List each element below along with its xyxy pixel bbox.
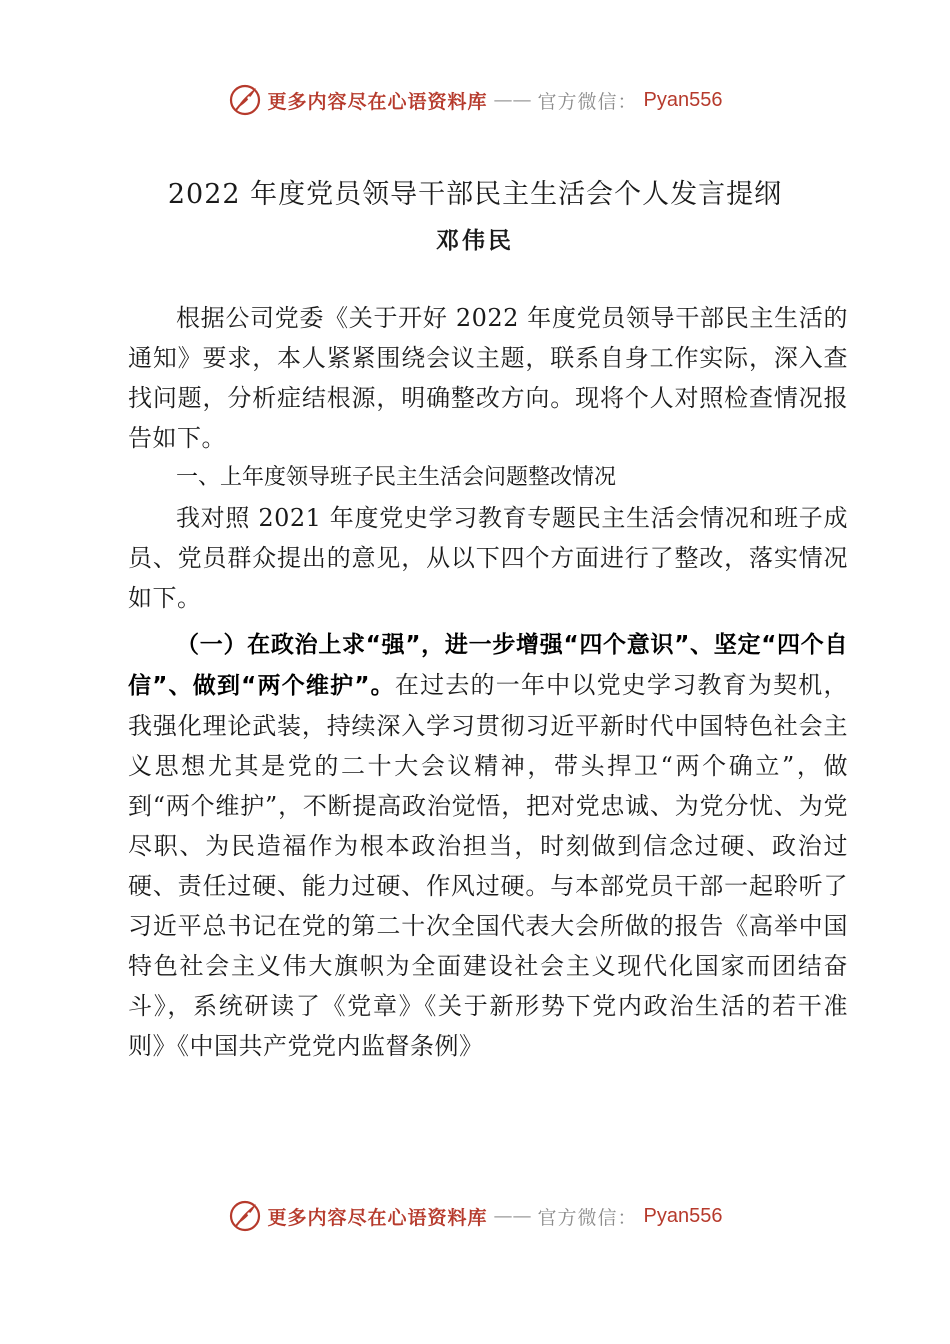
subsection-body: 在过去的一年中以党史学习教育为契机，我强化理论武装，持续深入学习贯彻习近平新时代中国特色社会主义思想尤其是党的二十大会议精神，带头捍卫“两个确立”，做到“两个维护”，不断提高政治觉悟，把对党忠诚、为党分忧、为党尽职、为民造福作为根本政治担当，时刻做到信念过硬、政治过硬、责任过硬、能力过硬、作风过硬。与本部党员干部一起聆听了习近平总书记在党的第二十次全国代表大会所做的报告《高举中国特色社会主义伟大旗帜为全面建设社会主义现代化国家而团结奋斗》，系统研读了《党章》《关于新形势下党内政治生活的若干准则》《中国共产党党内监督条例》 (128, 671, 848, 1060)
banner-separator: —— (493, 89, 532, 111)
section-heading: 一、上年度领导班子民主生活会问题整改情况 (176, 465, 617, 490)
banner-official-label: 官方微信： (537, 90, 638, 113)
subsection-lead: （一）在政治上求“强”，进一步增强“四个意识”、坚定“四个自信”、做到“两个维护”。 (128, 632, 848, 699)
banner-wechat-id: Pyan556 (643, 88, 723, 111)
banner-wechat-id: Pyan556 (643, 1204, 723, 1227)
quill-logo-icon (228, 1199, 262, 1233)
footer-banner (0, 1196, 950, 1236)
banner-brand-text: 更多内容尽在心语资料库 (267, 90, 488, 113)
quill-logo-icon (228, 83, 262, 117)
document-body (128, 298, 848, 1066)
document-title: 2022 年度党员领导干部民主生活会个人发言提纲 (167, 179, 783, 210)
document-author: 邓伟民 (436, 227, 514, 254)
banner-official-label: 官方微信： (537, 1206, 638, 1229)
intro-paragraph: 根据公司党委《关于开好 2022 年度党员领导干部民主生活的通知》要求，本人紧紧围绕会议主题，联系自身工作实际，深入查找问题，分析症结根源，明确整改方向。现将个人对照检查情况报告如下。 (128, 304, 848, 452)
section-intro-paragraph: 我对照 2021 年度党史学习教育专题民主生活会情况和班子成员、党员群众提出的意见，从以下四个方面进行了整改，落实情况如下。 (128, 504, 848, 612)
banner-separator: —— (493, 1205, 532, 1227)
banner-brand-text: 更多内容尽在心语资料库 (267, 1206, 488, 1229)
header-banner (0, 80, 950, 120)
subsection-paragraph (128, 624, 848, 1066)
